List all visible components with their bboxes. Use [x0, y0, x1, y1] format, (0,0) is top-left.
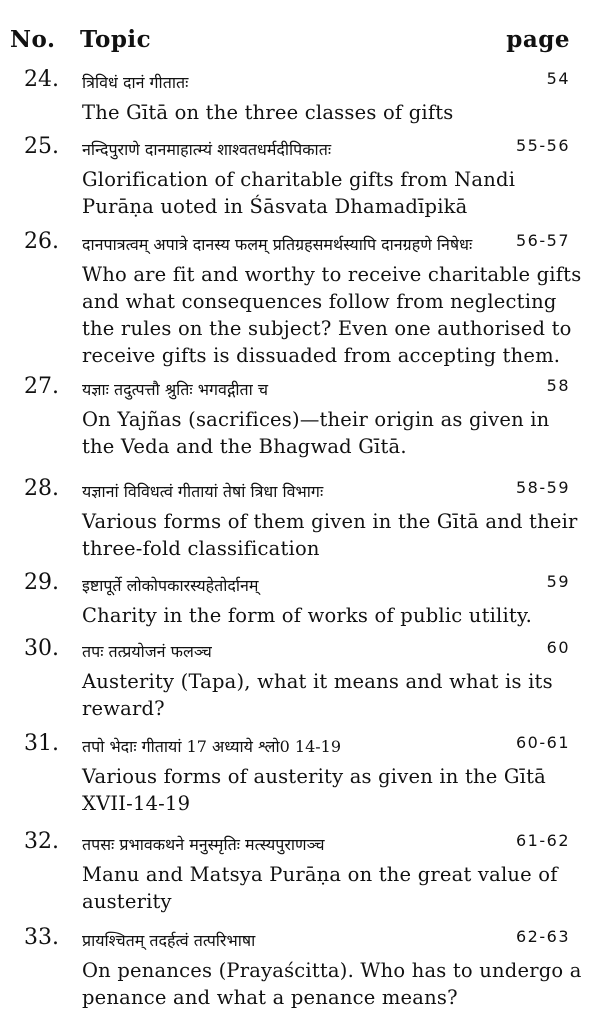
column-header-no: No. — [10, 26, 56, 53]
entry-number: 33. — [24, 925, 59, 950]
entry-english-description: Various forms of austerity as given in the Gītā XVII-14-19 — [82, 765, 546, 815]
entry-sanskrit-title: नन्दिपुराणे दानमाहात्म्यं शाश्वतधर्मदीपिकातः — [82, 140, 332, 159]
entry-number: 26. — [24, 229, 59, 254]
entry-sanskrit-title: तपसः प्रभावकथने मनुस्मृतिः मत्स्यपुराणञ्च — [82, 835, 325, 854]
entry-number: 27. — [24, 374, 59, 399]
entry-sanskrit-title: यज्ञानां विविधत्वं गीतायां तेषां त्रिधा विभागः — [82, 482, 324, 501]
entry-page: 60 — [546, 638, 570, 657]
entry-sanskrit-title: इष्टापूर्ते लोकोपकारस्यहेतोर्दानम् — [82, 576, 259, 595]
entry-page: 56-57 — [516, 231, 570, 250]
entry-number: 30. — [24, 636, 59, 661]
entry-number: 31. — [24, 731, 59, 756]
column-header-topic: Topic — [80, 26, 152, 53]
entry-sanskrit-title: यज्ञाः तदुत्पत्तौ श्रुतिः भगवद्गीता च — [82, 380, 269, 399]
entry-page: 61-62 — [516, 831, 570, 850]
entry-number: 28. — [24, 476, 59, 501]
entry-english-description: Various forms of them given in the Gītā and their three-fold classification — [82, 510, 578, 560]
entry-sanskrit-title: प्रायश्चितम् तदर्हत्वं तत्परिभाषा — [82, 931, 256, 950]
entry-sanskrit-title: दानपात्रत्वम् अपात्रे दानस्य फलम् प्रतिग्रहसमर्थस्यापि दानग्रहणे निषेधः — [82, 235, 473, 254]
entry-number: 25. — [24, 134, 59, 159]
entry-number: 29. — [24, 570, 59, 595]
entry-english-description: Glorification of charitable gifts from Nandi Purāṇa uoted in Śāsvata Dhamadīpikā — [82, 168, 516, 218]
entry-english-description: Charity in the form of works of public utility. — [82, 604, 532, 627]
entry-page: 59 — [546, 572, 570, 591]
column-header-page: page — [506, 26, 570, 53]
entry-english-description: Manu and Matsya Purāṇa on the great value of austerity — [82, 863, 558, 913]
entry-sanskrit-title: तपो भेदाः गीतायां 17 अध्याये श्लो0 14-19 — [82, 737, 342, 756]
entry-english-description: Who are fit and worthy to receive charitable gifts and what consequences follow from neglecting the rules on the subject? Even one authorised to receive gifts is dissuaded from accepting them. — [82, 263, 582, 367]
entry-sanskrit-title: त्रिविधं दानं गीतातः — [82, 73, 189, 92]
entry-number: 32. — [24, 829, 59, 854]
entry-english-description: On Yajñas (sacrifices)—their origin as given in the Veda and the Bhagwad Gītā. — [82, 408, 550, 458]
entry-page: 55-56 — [516, 136, 570, 155]
entry-page: 60-61 — [516, 733, 570, 752]
entry-english-description: The Gītā on the three classes of gifts — [82, 101, 454, 124]
entry-english-description: Austerity (Tapa), what it means and what is its reward? — [82, 670, 553, 720]
entry-sanskrit-title: तपः तत्प्रयोजनं फलञ्च — [82, 642, 212, 661]
entry-page: 58-59 — [516, 478, 570, 497]
entry-page: 62-63 — [516, 927, 570, 946]
entry-english-description: On penances (Prayaścitta). Who has to undergo a penance and what a penance means? — [82, 959, 582, 1009]
entry-number: 24. — [24, 67, 59, 92]
entry-page: 54 — [546, 69, 570, 88]
entry-page: 58 — [546, 376, 570, 395]
